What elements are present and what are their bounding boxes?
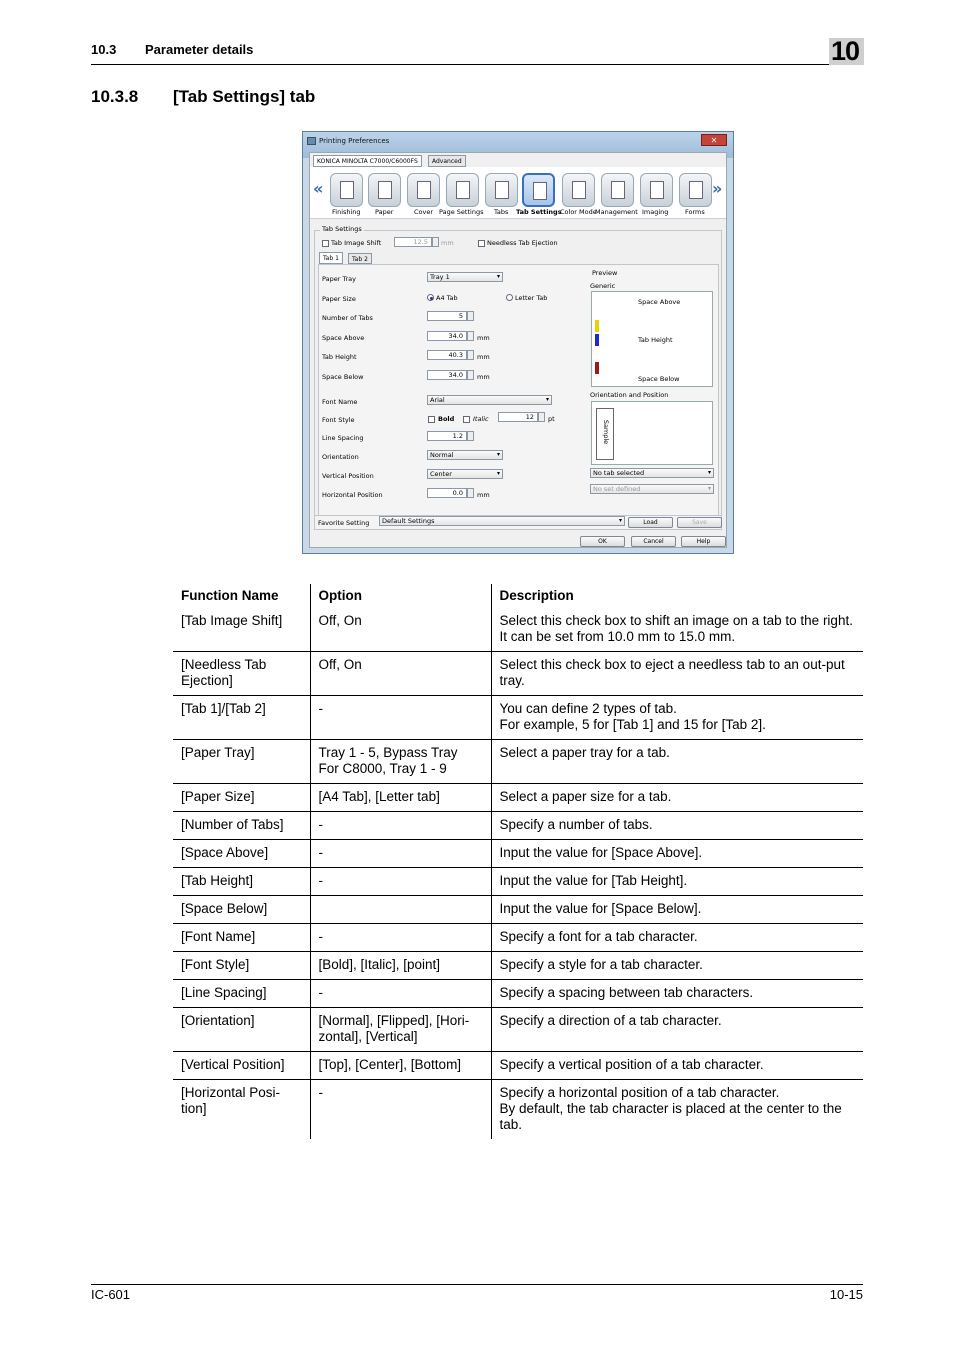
header-section-title: Parameter details [145,42,254,57]
point-size-unit: pt [548,415,555,423]
function-name-cell: [Space Below] [181,901,268,916]
paper-size-label: Paper Size [322,295,356,303]
tab-image-shift-unit: mm [441,239,454,247]
color-strip [595,320,599,332]
group-title: Tab Settings [322,225,362,233]
point-size-input[interactable]: 12 [498,412,538,422]
option-cell: [Top], [Center], [Bottom] [310,1052,491,1080]
tab-image-shift-label: Tab Image Shift [331,239,382,247]
function-name-cell: [Needless Tab Ejection] [181,657,267,688]
table-row [173,1008,863,1052]
preview-space-above: Space Above [638,298,681,306]
horizontal-position-label: Horizontal Position [322,491,383,499]
table-body [173,608,863,1139]
description-cell: Select a paper tray for a tab. [491,740,863,784]
vertical-position-label: Vertical Position [322,472,374,480]
help-button[interactable]: Help [681,536,726,547]
icon-label-color-mode: Color Mode [560,208,597,216]
section-title [91,87,315,107]
vertical-position-select[interactable]: Center ▾ [427,469,503,479]
color-mode-icon[interactable] [562,173,595,207]
option-cell: [A4 Tab], [Letter tab] [310,784,491,812]
table-row [173,924,863,952]
number-of-tabs-label: Number of Tabs [322,314,373,322]
set-selection-select[interactable]: No set defined ▾ [590,484,714,494]
italic-checkbox[interactable] [463,416,470,423]
option-cell: Off, On [310,652,491,696]
table-row [173,1080,863,1140]
header-section-number: 10.3 [91,42,117,57]
font-style-label: Font Style [322,416,355,424]
function-name-cell: [Orientation] [181,1013,255,1028]
parameter-table [173,584,863,1139]
tab-advanced[interactable]: Advanced [428,155,466,167]
window-title: Printing Preferences [319,137,390,145]
table-row [173,740,863,784]
option-cell: - [310,868,491,896]
table-row [173,1052,863,1080]
description-cell: You can define 2 types of tab. For example, 5 for [Tab 1] and 15 for [Tab 2]. [491,696,863,740]
scroll-left-icon[interactable]: « [313,179,324,198]
description-cell: Select this check box to shift an image on a tab to the right. It can be set from 10.0 mm to 15.0 mm. [491,608,863,652]
subtab-tab-2[interactable]: Tab 2 [348,253,372,264]
orientation-position-title: Orientation and Position [590,391,669,399]
space-below-unit: mm [477,373,490,381]
table-row [173,784,863,812]
function-name-cell: [Font Style] [181,957,250,972]
table-row [173,696,863,740]
tab-selection-select[interactable]: No tab selected ▾ [590,468,714,478]
bold-checkbox[interactable] [428,416,435,423]
close-icon[interactable]: ✕ [701,134,727,146]
function-name-cell: [Tab Height] [181,873,254,888]
description-cell: Specify a direction of a tab character. [491,1008,863,1052]
table-row [173,608,863,652]
option-cell: - [310,696,491,740]
tab-image-shift-checkbox[interactable] [322,240,329,247]
save-button[interactable]: Save [677,517,722,528]
dialog-body [309,152,727,548]
option-cell: - [310,812,491,840]
table-row [173,840,863,868]
option-cell: [Bold], [Italic], [point] [310,952,491,980]
option-cell: [Normal], [Flipped], [Hori-zontal], [Vertical] [310,1008,491,1052]
table-row [173,952,863,980]
space-below-input[interactable]: 34.0 [427,370,467,380]
function-name-cell: [Tab Image Shift] [181,613,283,628]
option-cell: - [310,980,491,1008]
letter-tab-label: Letter Tab [515,294,548,302]
paper-tray-select[interactable]: Tray 1 ▾ [427,272,503,282]
management-icon[interactable] [601,173,634,207]
description-cell: Input the value for [Space Below]. [491,896,863,924]
a4-tab-label: A4 Tab [436,294,458,302]
icon-label-forms: Forms [685,208,705,216]
font-name-select[interactable]: Arial ▾ [427,395,552,405]
horizontal-position-unit: mm [477,491,490,499]
favorite-setting-select[interactable]: Default Settings ▾ [379,516,625,526]
option-cell: - [310,840,491,868]
icon-label-cover: Cover [414,208,434,216]
a4-tab-radio[interactable] [427,294,434,301]
orientation-preview [591,401,713,465]
function-name-cell: [Paper Tray] [181,745,255,760]
font-name-label: Font Name [322,398,358,406]
tab-settings-icon[interactable] [522,173,555,207]
col-header-description: Description [491,584,863,608]
space-above-stepper[interactable] [467,331,474,341]
preview-title: Preview [592,269,618,277]
favorite-setting-label: Favorite Setting [318,519,370,527]
section-number: 10.3.8 [91,87,139,106]
line-spacing-label: Line Spacing [322,434,364,442]
tab-image-shift-stepper[interactable] [432,237,439,247]
page-settings-icon[interactable] [446,173,479,207]
preview-space-below: Space Below [638,375,680,383]
function-name-cell: [Number of Tabs] [181,817,284,832]
table-row [173,896,863,924]
tabs-icon[interactable] [485,173,518,207]
space-below-stepper[interactable] [467,370,474,380]
function-name-cell: [Tab 1]/[Tab 2] [181,701,266,716]
printer-icon [307,137,316,145]
function-name-cell: [Vertical Position] [181,1057,285,1072]
function-name-cell: [Font Name] [181,929,256,944]
option-cell: Off, On [310,608,491,652]
tab-height-stepper[interactable] [467,350,474,360]
point-size-stepper[interactable] [538,412,545,422]
color-strip [595,334,599,346]
option-cell: - [310,1080,491,1140]
running-header [91,42,253,57]
col-header-option: Option [310,584,491,608]
header-rule [91,64,863,65]
chapter-number: 10 [831,36,860,66]
imaging-icon[interactable] [640,173,673,207]
tab-height-input[interactable]: 40.3 [427,350,467,360]
description-cell: Input the value for [Space Above]. [491,840,863,868]
number-of-tabs-input[interactable]: 5 [427,311,467,321]
description-cell: Input the value for [Tab Height]. [491,868,863,896]
function-name-cell: [Paper Size] [181,789,255,804]
table-header-row [173,584,863,608]
tab-height-unit: mm [477,353,490,361]
option-cell: - [310,924,491,952]
needless-tab-ejection-label: Needless Tab Ejection [487,239,558,247]
option-cell [310,896,491,924]
number-of-tabs-stepper[interactable] [467,311,474,321]
paper-tray-label: Paper Tray [322,275,356,283]
sample-label: Sample [602,419,611,445]
forms-icon[interactable] [679,173,712,207]
subtab-tab-1[interactable]: Tab 1 [319,252,343,264]
footer-rule [91,1284,863,1285]
footer-product: IC-601 [91,1287,131,1302]
description-cell: Select this check box to eject a needless tab to an out-put tray. [491,652,863,696]
space-above-unit: mm [477,334,490,342]
icon-label-tabs: Tabs [494,208,509,216]
preview-generic: Generic [590,282,616,290]
printing-preferences-window [302,131,734,554]
tab-printer-model[interactable]: KONICA MINOLTA C7000/C6000FS [313,155,422,167]
section-title-text: [Tab Settings] tab [173,87,316,106]
tab-height-label: Tab Height [322,353,357,361]
table-row [173,980,863,1008]
load-button[interactable]: Load [628,517,673,528]
description-cell: Specify a horizontal position of a tab character. By default, the tab character is placed at the center to the tab. [491,1080,863,1140]
finishing-icon[interactable] [330,173,363,207]
function-name-cell: [Space Above] [181,845,269,860]
description-cell: Specify a number of tabs. [491,812,863,840]
letter-tab-radio[interactable] [506,294,513,301]
line-spacing-input[interactable]: 1.2 [427,431,467,441]
bold-label: Bold [438,415,455,423]
preview-tab-diagram [591,291,713,387]
orientation-select[interactable]: Normal ▾ [427,450,503,460]
description-cell: Specify a spacing between tab characters. [491,980,863,1008]
table-row [173,812,863,840]
icon-label-imaging: Imaging [642,208,669,216]
ok-button[interactable]: OK [580,536,625,547]
icon-label-paper: Paper [375,208,394,216]
paper-icon[interactable] [368,173,401,207]
function-icon-bar [310,167,726,219]
space-above-input[interactable]: 34.0 [427,331,467,341]
color-strip [595,362,599,374]
cancel-button[interactable]: Cancel [631,536,676,547]
description-cell: Select a paper size for a tab. [491,784,863,812]
cover-icon[interactable] [407,173,440,207]
scroll-right-icon[interactable]: » [712,179,723,198]
space-above-label: Space Above [322,334,365,342]
function-name-cell: [Line Spacing] [181,985,267,1000]
horizontal-position-stepper[interactable] [467,488,474,498]
table-row [173,868,863,896]
description-cell: Specify a font for a tab character. [491,924,863,952]
description-cell: Specify a style for a tab character. [491,952,863,980]
space-below-label: Space Below [322,373,364,381]
option-cell: Tray 1 - 5, Bypass Tray For C8000, Tray 1 - 9 [310,740,491,784]
table-row [173,652,863,696]
orientation-label: Orientation [322,453,359,461]
icon-label-page-settings: Page Settings [439,208,484,216]
col-header-function-name: Function Name [181,588,279,603]
icon-label-tab-settings: Tab Settings [516,208,562,216]
preview-tab-height: Tab Height [638,336,673,344]
function-name-cell: [Horizontal Posi-tion] [181,1085,281,1116]
icon-label-finishing: Finishing [332,208,361,216]
needless-tab-ejection-checkbox[interactable] [478,240,485,247]
horizontal-position-input[interactable]: 0.0 [427,488,467,498]
line-spacing-stepper[interactable] [467,431,474,441]
description-cell: Specify a vertical position of a tab character. [491,1052,863,1080]
footer-page-number: 10-15 [829,1287,863,1302]
italic-label: Italic [473,415,489,423]
tab-image-shift-input[interactable]: 12.5 [394,237,432,247]
icon-label-management: Management [595,208,638,216]
